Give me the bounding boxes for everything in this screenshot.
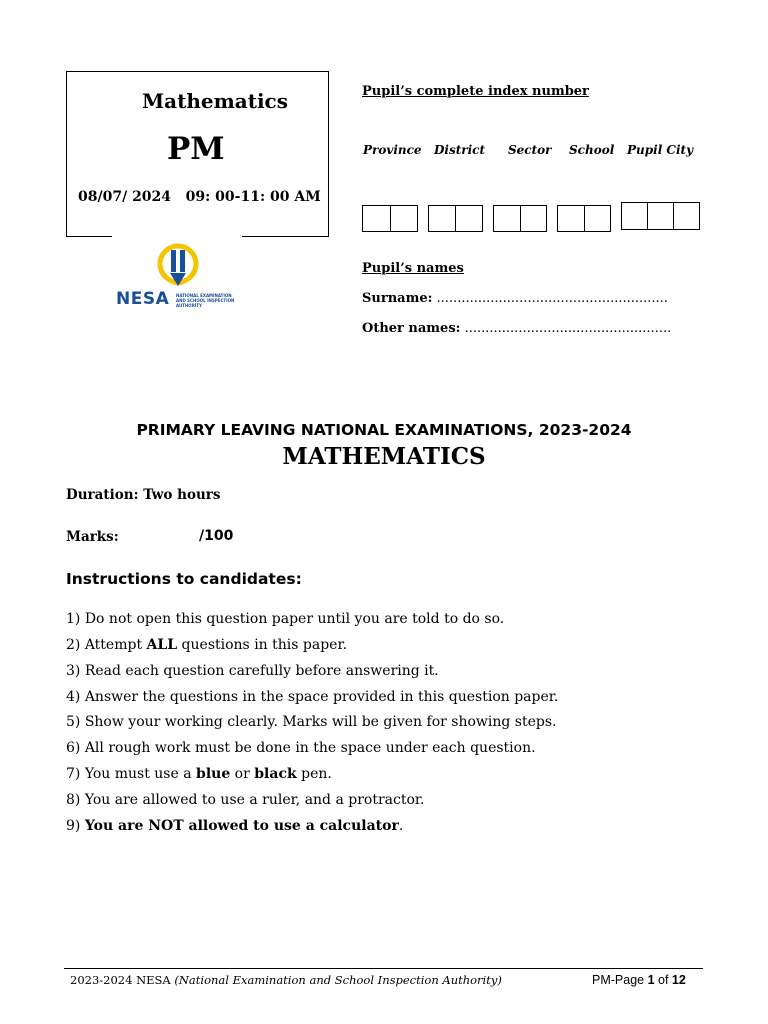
label-province: Province [363,143,422,157]
instruction-item: 7) You must use a blue or black pen. [66,766,332,782]
exam-heading: PRIMARY LEAVING NATIONAL EXAMINATIONS, 2023-2024 [136,421,632,439]
marks-label: Marks: [66,529,119,545]
exam-date-time: 08/07/ 2024 09: 00-11: 00 AM [78,189,321,205]
pupil-city-digits[interactable] [621,202,700,230]
nesa-full-name: NATIONAL EXAMINATION AND SCHOOL INSPECTION AUTHORITY [176,293,235,308]
paper-code: PM [167,131,225,167]
instruction-item: 5) Show your working clearly. Marks will be given for showing steps. [66,714,557,730]
pupil-names-title: Pupil’s names [362,261,464,276]
nesa-acronym: NESA [116,289,170,309]
label-sector: Sector [508,143,552,157]
instruction-item: 9) You are NOT allowed to use a calculator. [66,818,404,834]
duration: Duration: Two hours [66,487,221,503]
footer-authority: 2023-2024 NESA (National Examination and School Inspection Authority) [70,973,502,987]
surname-label: Surname: [362,291,433,306]
label-district: District [434,143,485,157]
nesa-logo [112,242,247,314]
other-names-dots[interactable]: .................................................. [464,321,672,336]
province-digits[interactable] [362,205,418,232]
school-digits[interactable] [557,205,611,232]
surname-dots[interactable]: ........................................................ [436,291,668,306]
instruction-item: 6) All rough work must be done in the space under each question. [66,740,536,756]
footer-page-number: PM-Page 1 of 12 [592,973,686,987]
instruction-item: 3) Read each question carefully before answering it. [66,663,439,679]
instruction-item: 2) Attempt ALL questions in this paper. [66,637,348,653]
other-names-label: Other names: [362,321,461,336]
footer-rule [64,968,703,969]
box-gap [112,230,242,242]
surname-line[interactable] [362,291,668,306]
label-school: School [569,143,615,157]
marks-value: /100 [199,528,234,544]
label-pupil-city: Pupil City [627,143,694,157]
district-digits[interactable] [428,205,483,232]
instruction-item: 4) Answer the questions in the space provided in this question paper. [66,689,559,705]
instruction-item: 8) You are allowed to use a ruler, and a protractor. [66,792,425,808]
index-number-title: Pupil’s complete index number [362,84,589,99]
subject-title: Mathematics [142,89,288,113]
sector-digits[interactable] [493,205,547,232]
instruction-item: 1) Do not open this question paper until you are told to do so. [66,611,505,627]
other-names-line[interactable] [362,321,671,336]
instructions-title: Instructions to candidates: [66,570,302,588]
exam-subject: MATHEMATICS [282,443,486,470]
